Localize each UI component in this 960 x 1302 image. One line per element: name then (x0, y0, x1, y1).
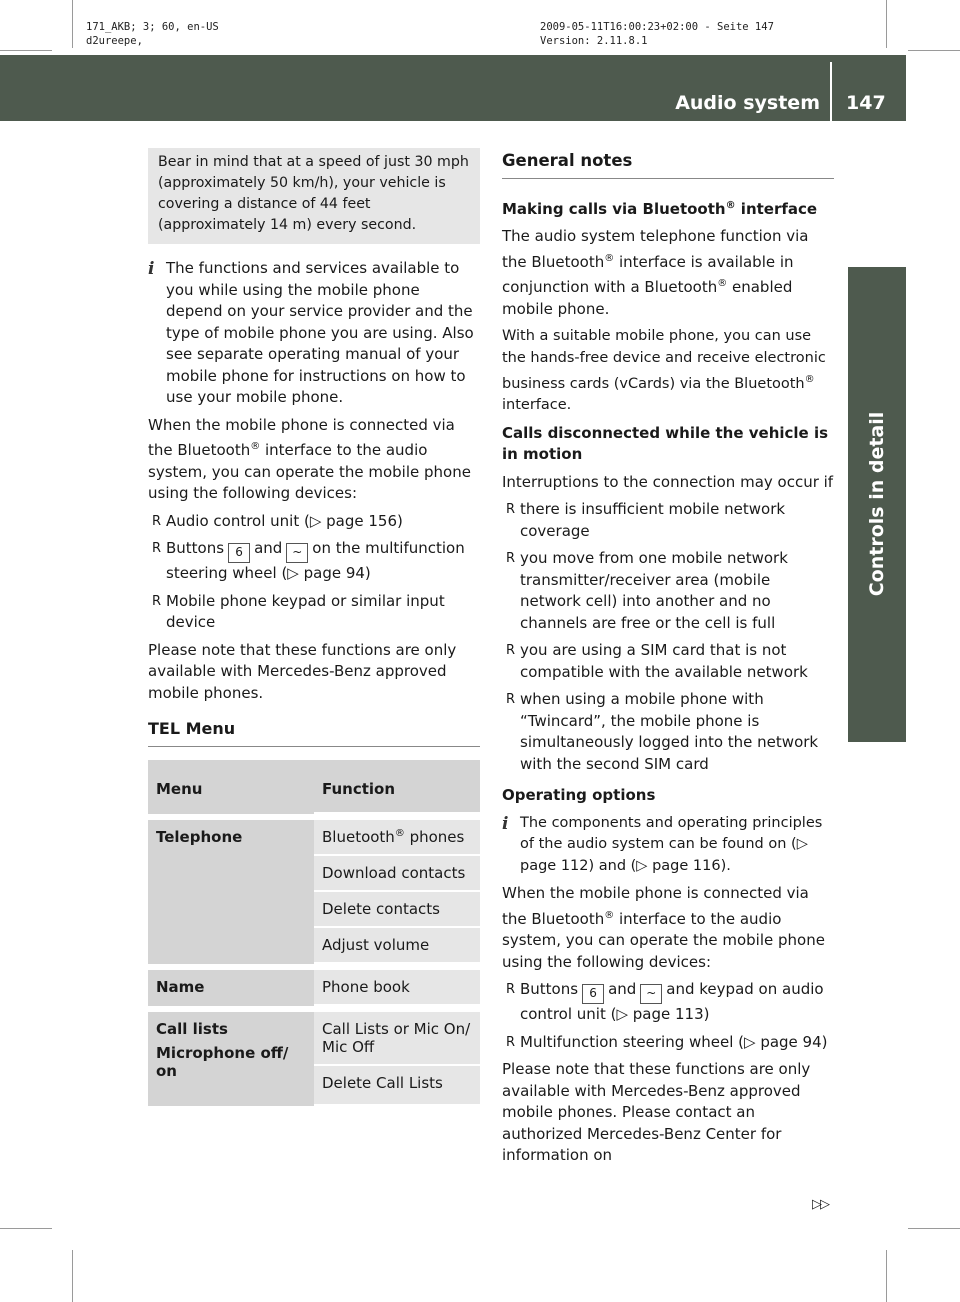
table-row (148, 964, 480, 1006)
section-heading: General notes (502, 150, 834, 179)
info-text: The components and operating principles of the audio system can be found on (▷ page 112) and (▷ page 116). (520, 814, 823, 874)
crop-mark (0, 1228, 52, 1229)
page-title: Audio system (675, 92, 820, 114)
crop-mark (72, 0, 73, 48)
paragraph: The audio system telephone function via the Bluetooth® interface is available in conjunction with a Bluetooth® enabled mobile phone. (502, 227, 809, 318)
subheading: Making calls via Bluetooth® interface (502, 199, 818, 218)
table-row (148, 814, 480, 856)
table-row (148, 1006, 480, 1066)
list-item: R there is insufficient mobile network coverage (502, 499, 834, 542)
paragraph: Please note that these functions are only available with Mercedes-Benz approved mobile phones. (148, 640, 457, 702)
info-text: The functions and services available to you while using the mobile phone depend on your service provider and the type of mobile phone you are using. Also see separate operating manual of your mobile phone for instructions on how to use your mobile phone. (166, 259, 474, 406)
page-number: 147 (846, 92, 886, 114)
meta-text: 2009-05-11T16:00:23+02:00 - Seite 147 (540, 21, 774, 33)
info-icon: i (148, 259, 155, 279)
phone-hangup-icon: ~ (640, 984, 662, 1004)
list-item: R when using a mobile phone with “Twincard”, the mobile phone is simultaneously logged into the network with the second SIM card (502, 689, 834, 775)
table-cell (148, 1006, 314, 1106)
meta-text: Version: 2.11.8.1 (540, 35, 648, 47)
table-header: Menu (148, 760, 314, 814)
print-meta-right (540, 20, 774, 48)
crop-mark (908, 1228, 960, 1229)
right-column (502, 150, 834, 1173)
section-tab-label: Controls in detail (866, 411, 888, 597)
table-header-row (148, 760, 480, 814)
section-heading: TEL Menu (148, 718, 480, 747)
table-header: Function (314, 760, 480, 814)
safety-note: Bear in mind that at a speed of just 30 mph (approximately 50 km/h), your vehicle is covering a distance of 44 feet (approximately 14 m) every second. (148, 148, 480, 244)
meta-text: 171_AKB; 3; 60, en-US (86, 21, 219, 33)
list-item: R Buttons 6 and ~ on the multifunction steering wheel (▷ page 94) (148, 538, 480, 585)
print-meta-left (86, 20, 219, 48)
info-note (502, 813, 834, 878)
section-tab (848, 267, 906, 742)
list-item: R Mobile phone keypad or similar input device (148, 591, 480, 634)
table-cell: Telephone (148, 814, 314, 964)
list-item: R you are using a SIM card that is not compatible with the available network (502, 640, 834, 683)
phone-pickup-icon: 6 (582, 984, 604, 1004)
crop-mark (908, 50, 960, 51)
tel-menu-table (148, 760, 480, 1106)
paragraph: Please note that these functions are only available with Mercedes-Benz approved mobile phones. Please contact an authorized Mercedes-Benz Center for information on (502, 1060, 811, 1165)
meta-text: d2ureepe, (86, 35, 143, 47)
continued-arrows-icon: ▷▷ (812, 1197, 828, 1212)
table-cell: Adjust volume (314, 928, 480, 964)
crop-mark (0, 50, 52, 51)
list-item: R you move from one mobile network transmitter/receiver area (mobile network cell) into another and no channels are free or the cell is full (502, 548, 834, 634)
paragraph: With a suitable mobile phone, you can use the hands-free device and receive electronic business cards (vCards) via the Bluetooth® interface. (502, 328, 826, 414)
table-cell: Delete contacts (314, 892, 480, 928)
list-item: R Buttons 6 and ~ and keypad on audio control unit (▷ page 113) (502, 979, 834, 1026)
phone-hangup-icon: ~ (286, 543, 308, 563)
table-cell: Call Lists or Mic On/ Mic Off (314, 1006, 480, 1066)
info-icon: i (502, 813, 509, 834)
table-cell: Name (148, 964, 314, 1006)
cell-line: Call lists (156, 1020, 228, 1038)
paragraph: When the mobile phone is connected via the Bluetooth® interface to the audio system, you can operate the mobile phone using the following devices: (502, 884, 825, 971)
header-divider (830, 62, 832, 121)
paragraph: When the mobile phone is connected via the Bluetooth® interface to the audio system, you can operate the mobile phone using the following devices: (148, 415, 471, 502)
list-item: R Multifunction steering wheel (▷ page 94) (502, 1032, 834, 1054)
phone-pickup-icon: 6 (228, 543, 250, 563)
info-note (148, 258, 480, 409)
paragraph: Interruptions to the connection may occur if (502, 472, 834, 491)
crop-mark (886, 1250, 887, 1302)
table-cell: Phone book (314, 964, 480, 1006)
left-column (148, 148, 480, 747)
crop-mark (72, 1250, 73, 1302)
subheading: Operating options (502, 786, 656, 805)
crop-mark (886, 0, 887, 48)
cell-line: Microphone off/ on (156, 1044, 289, 1080)
subheading: Calls disconnected while the vehicle is in motion (502, 423, 829, 464)
list-item: R Audio control unit (▷ page 156) (148, 511, 480, 533)
table-cell: Download contacts (314, 856, 480, 892)
table-cell: Delete Call Lists (314, 1066, 480, 1106)
table-cell: Bluetooth® phones (314, 814, 480, 856)
